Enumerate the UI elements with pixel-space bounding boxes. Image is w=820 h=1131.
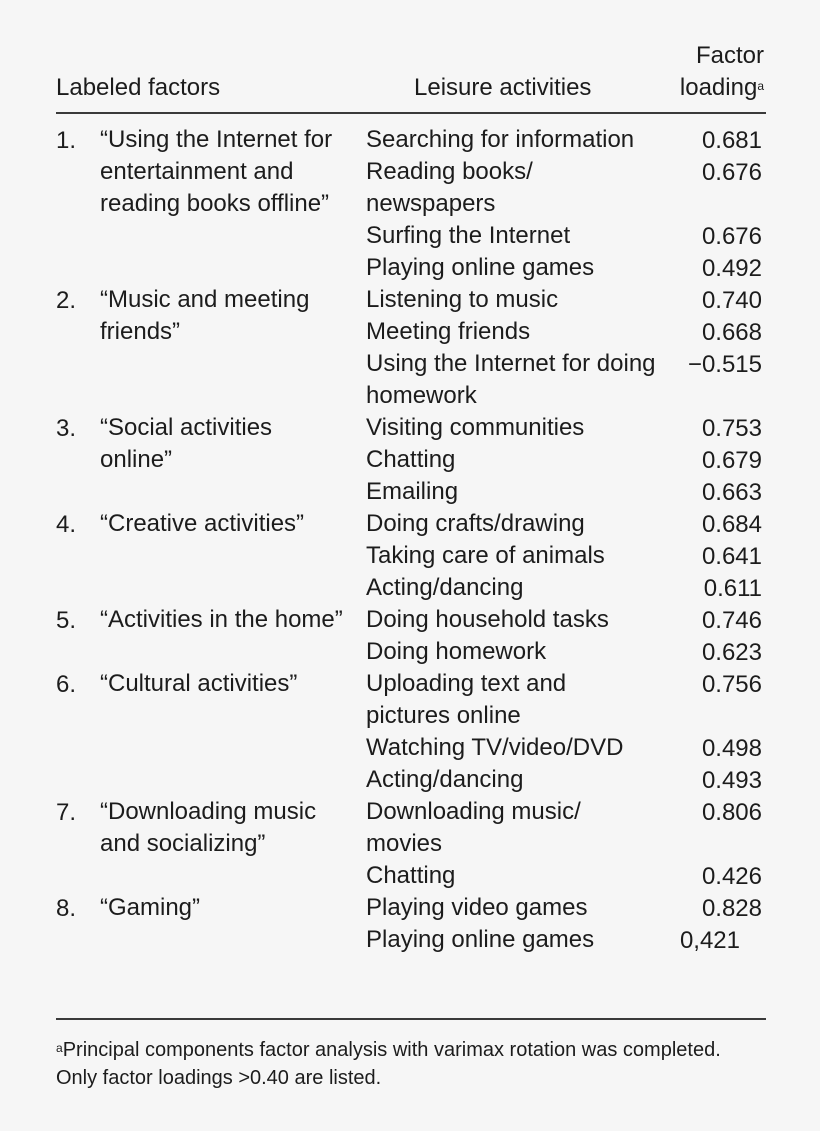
activity-cell: Searching for information [366, 126, 635, 153]
loading-cell: 0.679 [701, 447, 762, 474]
activity-cell: Emailing [366, 478, 459, 505]
loading-cell: 0.828 [701, 895, 762, 922]
loading-cell: 0.663 [701, 479, 762, 506]
factor-number: 5. [56, 607, 77, 634]
factor-number: 6. [56, 671, 77, 698]
loading-cell: 0.753 [701, 415, 762, 442]
loading-cell: 0.426 [701, 863, 762, 890]
footer-rule [56, 1018, 766, 1020]
activity-cell: Meeting friends [366, 318, 531, 345]
table-row [0, 764, 820, 796]
table-row [0, 924, 820, 956]
loading-cell: 0.492 [701, 255, 762, 282]
loading-cell: 0.498 [701, 735, 762, 762]
table-row [0, 572, 820, 604]
loading-cell: 0.623 [701, 639, 762, 666]
activity-cell: Chatting [366, 862, 456, 889]
loading-cell: 0.806 [701, 799, 762, 826]
loading-cell: 0.493 [701, 767, 762, 794]
factor-label: “Creative activities” [100, 510, 305, 537]
activity-cell: Surfing the Internet [366, 222, 571, 249]
activity-cell: Listening to music [366, 286, 559, 313]
factor-label: “Social activities online” [100, 414, 273, 473]
table-row [0, 476, 820, 508]
table-row [0, 860, 820, 892]
factor-label: “Music and meeting friends” [100, 286, 310, 345]
factor-label: “Gaming” [100, 894, 201, 921]
activity-cell: Doing homework [366, 638, 547, 665]
activity-cell: Downloading music/ movies [366, 798, 581, 857]
activity-cell: Uploading text and pictures online [366, 670, 567, 729]
loading-cell: 0.684 [701, 511, 762, 538]
factor-loading-footnote-mark: a [757, 79, 764, 93]
table-row [0, 636, 820, 668]
factor-loading-header [624, 40, 764, 104]
activity-cell: Chatting [366, 446, 456, 473]
loading-cell: 0.641 [701, 543, 762, 570]
factor-loading-header-line1: Factor [695, 42, 764, 69]
footnote-text: Principal components factor analysis with varimax rotation was completed. Only factor loadings >0.40 are listed. [56, 1039, 721, 1089]
factor-number: 2. [56, 287, 77, 314]
factor-number: 4. [56, 511, 77, 538]
activity-cell: Acting/dancing [366, 766, 524, 793]
loading-cell: −0.515 [687, 351, 762, 378]
loading-cell: 0.611 [703, 575, 762, 602]
activity-cell: Using the Internet for doing homework [366, 350, 656, 409]
factor-number: 8. [56, 895, 77, 922]
factor-label: “Activities in the home” [100, 606, 343, 633]
activity-cell: Doing crafts/drawing [366, 510, 585, 537]
activity-cell: Acting/dancing [366, 574, 524, 601]
loading-cell: 0.746 [701, 607, 762, 634]
activity-cell: Playing video games [366, 894, 588, 921]
table-row [0, 156, 820, 220]
header-rule [56, 112, 766, 114]
activity-cell: Playing online games [366, 926, 595, 953]
table-row [0, 892, 820, 924]
loading-cell: 0.740 [701, 287, 762, 314]
table-row [0, 348, 820, 412]
table-row [0, 508, 820, 540]
table-row [0, 604, 820, 636]
factor-loading-header-line2: loading [679, 74, 758, 101]
table-row [0, 668, 820, 732]
footnote [56, 1036, 766, 1092]
table-row [0, 732, 820, 764]
table-row [0, 220, 820, 252]
activity-cell: Doing household tasks [366, 606, 609, 633]
table-row [0, 444, 820, 476]
activity-cell: Visiting communities [366, 414, 585, 441]
loading-cell: 0.681 [701, 127, 762, 154]
activity-cell: Reading books/ newspapers [366, 158, 533, 217]
factor-number: 7. [56, 799, 77, 826]
table-body [0, 124, 820, 956]
table-row [0, 540, 820, 572]
footnote-mark: a [56, 1041, 63, 1055]
factor-label: “Cultural activities” [100, 670, 298, 697]
factor-label: “Using the Internet for entertainment and reading books offline” [100, 126, 333, 217]
labeled-factors-header: Labeled factors [56, 74, 221, 101]
loading-cell: 0.756 [701, 671, 762, 698]
loading-cell: 0.668 [701, 319, 762, 346]
loading-cell: 0.676 [701, 159, 762, 186]
loading-cell: 0,421 [679, 927, 740, 954]
table-row [0, 796, 820, 860]
factor-label: “Downloading music and socializing” [100, 798, 317, 857]
factor-number: 3. [56, 415, 77, 442]
loading-cell: 0.676 [701, 223, 762, 250]
activity-cell: Watching TV/video/DVD [366, 734, 624, 761]
leisure-activities-header: Leisure activities [414, 74, 592, 101]
factor-number: 1. [56, 127, 77, 154]
table-row [0, 316, 820, 348]
table-row [0, 252, 820, 284]
activity-cell: Playing online games [366, 254, 595, 281]
activity-cell: Taking care of animals [366, 542, 605, 569]
